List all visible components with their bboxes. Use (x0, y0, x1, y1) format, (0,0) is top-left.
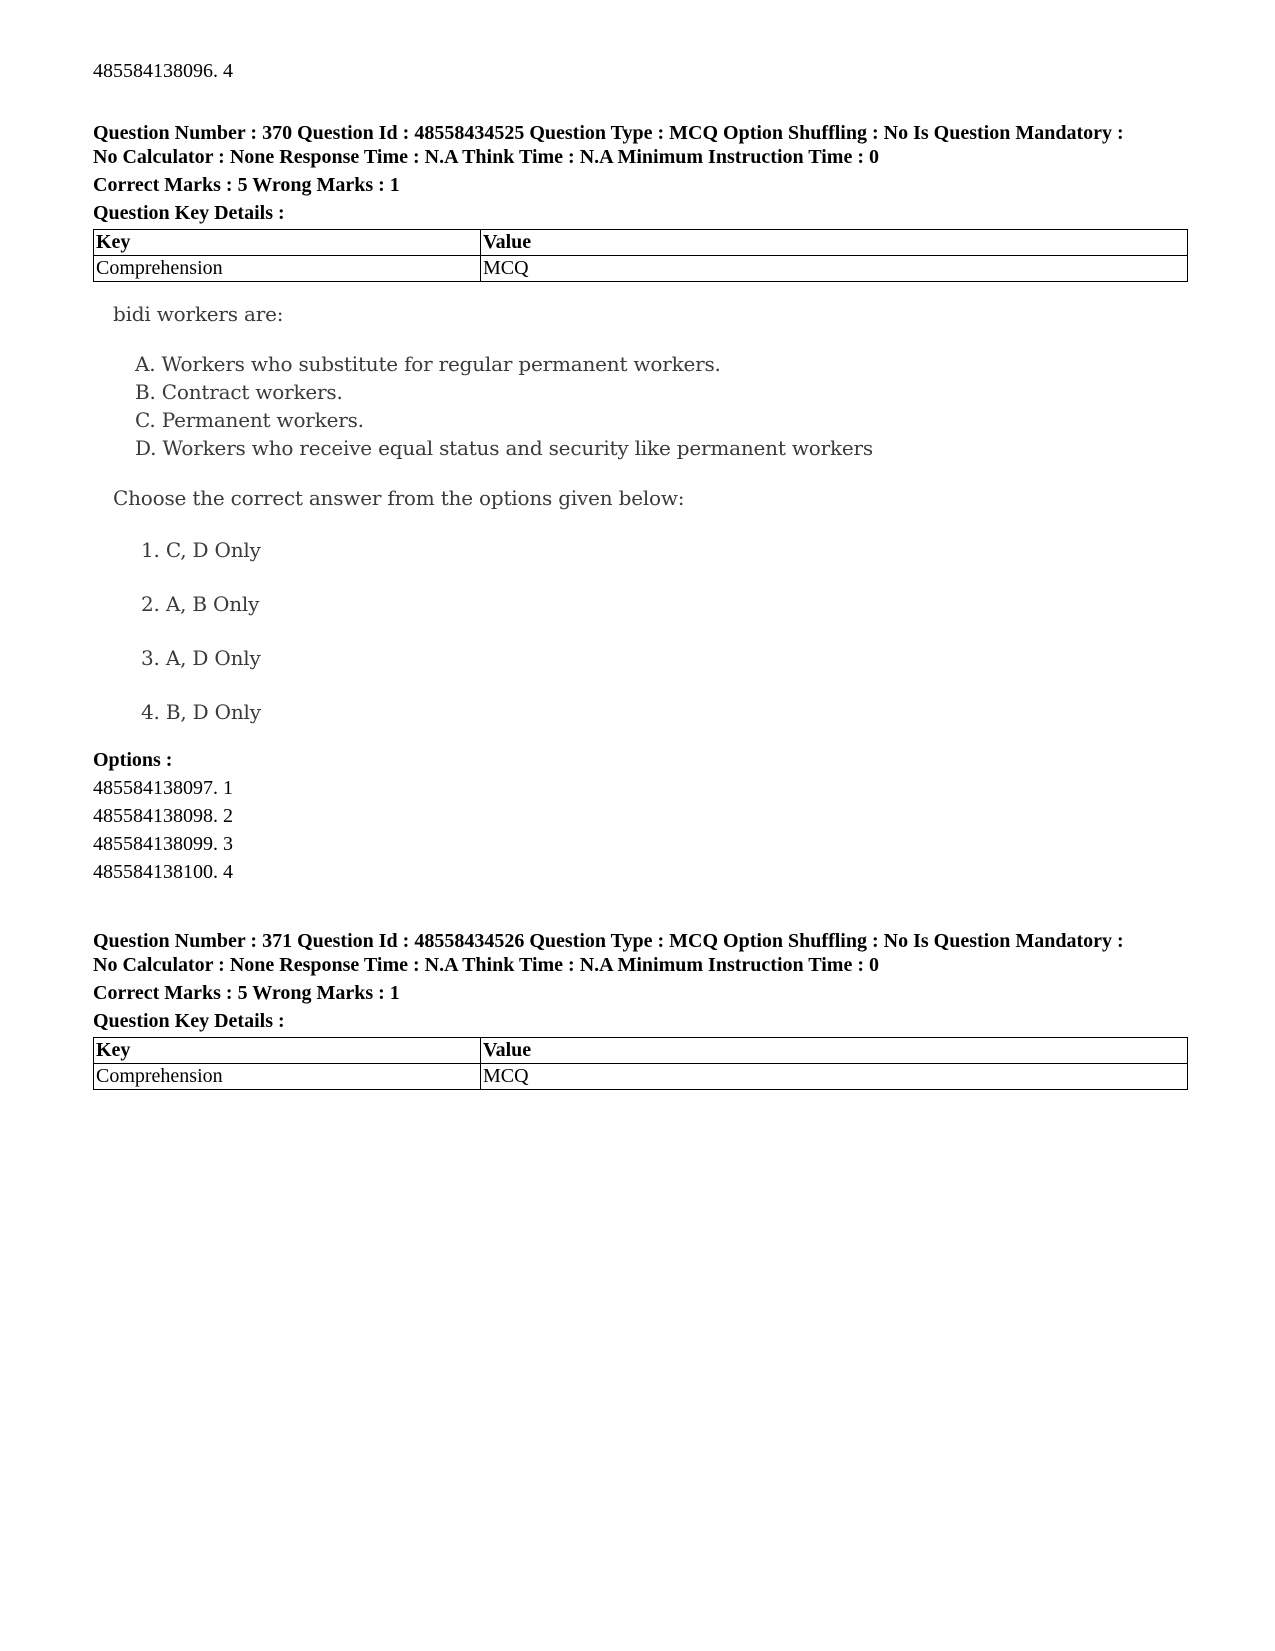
option-line: 485584138097. 1 (93, 777, 233, 799)
table-cell-value: MCQ (481, 256, 1188, 282)
option-line: 485584138100. 4 (93, 861, 233, 883)
table-row (94, 256, 1188, 282)
answer-choice-2: 2. A, B Only (141, 592, 260, 616)
statement-c: C. Permanent workers. (135, 408, 364, 432)
table-header-row (94, 230, 1188, 256)
question-371-marks: Correct Marks : 5 Wrong Marks : 1 (93, 982, 400, 1004)
table-header-key: Key (94, 230, 481, 256)
question-371-key-table (93, 1037, 1188, 1090)
question-370-key-details-label: Question Key Details : (93, 202, 285, 224)
table-cell-key: Comprehension (94, 256, 481, 282)
question-371-header-line2: No Calculator : None Response Time : N.A Think Time : N.A Minimum Instruction Time : 0 (93, 954, 879, 976)
question-370-key-table (93, 229, 1188, 282)
question-370-header-line1: Question Number : 370 Question Id : 48558434525 Question Type : MCQ Option Shuffling : No Is Question Mandatory : (93, 122, 1124, 144)
table-header-key: Key (94, 1038, 481, 1064)
statement-b: B. Contract workers. (135, 380, 343, 404)
table-header-value: Value (481, 1038, 1188, 1064)
option-line: 485584138098. 2 (93, 805, 233, 827)
question-370-content (113, 300, 1188, 726)
table-header-value: Value (481, 230, 1188, 256)
table-header-row (94, 1038, 1188, 1064)
table-row (94, 1064, 1188, 1090)
options-label: Options : (93, 749, 173, 771)
question-370-marks: Correct Marks : 5 Wrong Marks : 1 (93, 174, 400, 196)
previous-option-line: 485584138096. 4 (93, 60, 233, 82)
question-371-block (93, 929, 1188, 1090)
statement-d: D. Workers who receive equal status and security like permanent workers (135, 436, 873, 460)
question-370-block (93, 121, 1188, 886)
statement-a: A. Workers who substitute for regular permanent workers. (135, 352, 721, 376)
question-370-header-line2: No Calculator : None Response Time : N.A Think Time : N.A Minimum Instruction Time : 0 (93, 146, 879, 168)
question-371-header-line1: Question Number : 371 Question Id : 48558434526 Question Type : MCQ Option Shuffling : No Is Question Mandatory : (93, 930, 1124, 952)
question-instruction: Choose the correct answer from the options given below: (113, 486, 685, 510)
answer-choice-3: 3. A, D Only (141, 646, 261, 670)
table-cell-value: MCQ (481, 1064, 1188, 1090)
question-371-key-details-label: Question Key Details : (93, 1010, 285, 1032)
table-cell-key: Comprehension (94, 1064, 481, 1090)
option-line: 485584138099. 3 (93, 833, 233, 855)
answer-choice-4: 4. B, D Only (141, 700, 261, 724)
question-stem: bidi workers are: (113, 302, 284, 326)
answer-choice-1: 1. C, D Only (141, 538, 261, 562)
